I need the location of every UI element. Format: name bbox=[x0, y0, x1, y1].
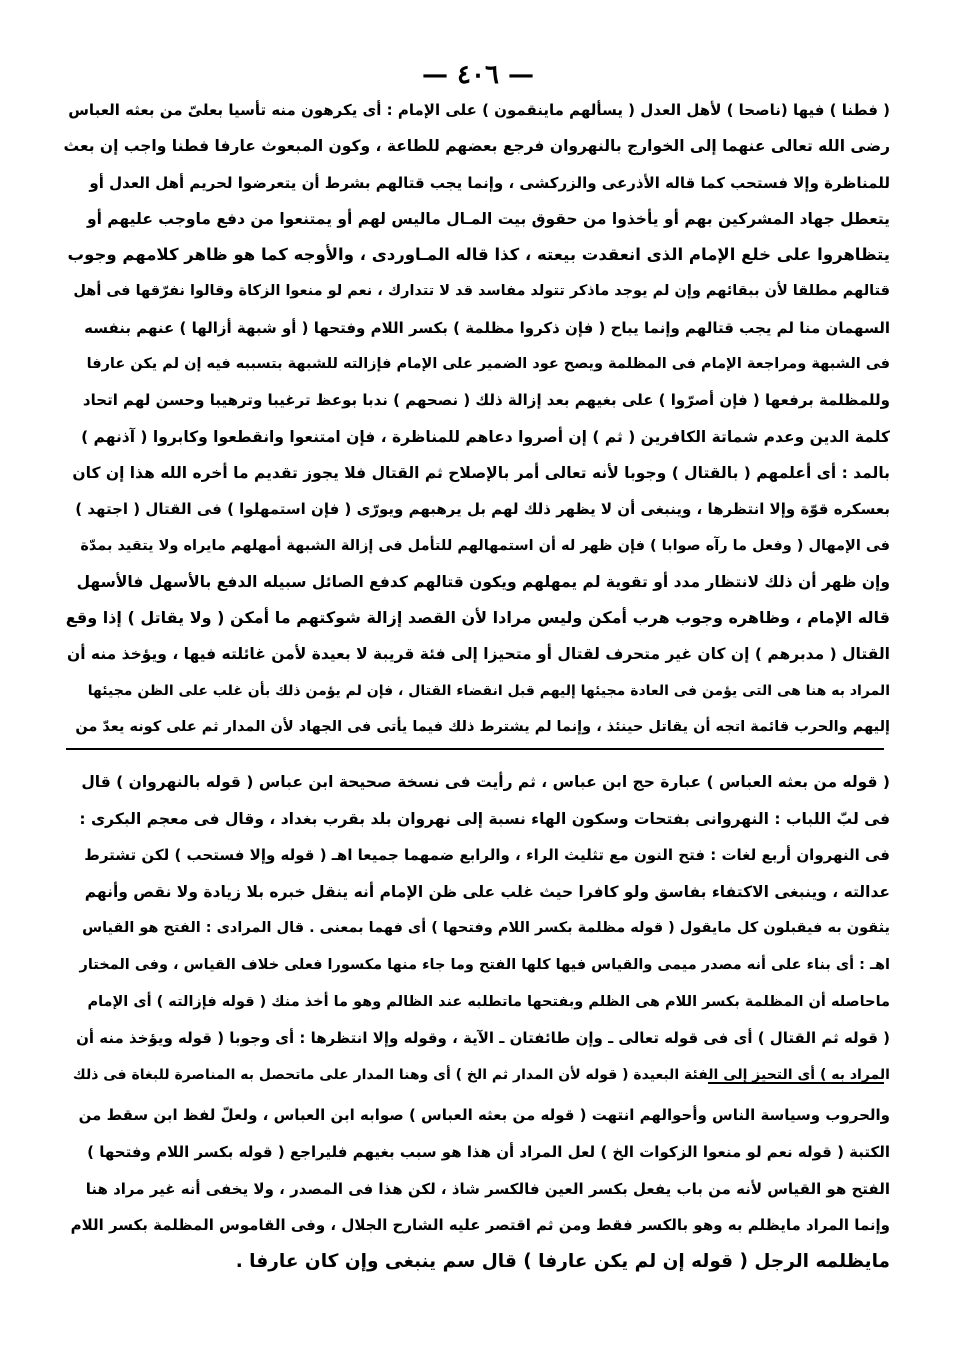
commentary-line: الفتح هو القياس لأنه من باب يفعل بكسر العين فالكسر شاذ ، لكن هذا فى المصدر ، ولا يخفى أنه غير مراد هنا bbox=[85, 1179, 890, 1198]
commentary-line: عدالته ، وينبغى الاكتفاء بفاسق ولو كافرا حيث غلب على ظن الإمام أنه ينقل خبره بلا زيادة ولا نقص وأنهم bbox=[84, 882, 890, 901]
commentary-line: فى النهروان أربع لغات : فتح النون مع تثليث الراء ، والرابع ضمهما جميعا اهـ ( قوله وإلا فستحب ) لكن تشترط bbox=[84, 846, 890, 865]
main-text-line: كلمة الدين وعدم شماتة الكافرين ( ثم ) إن أصروا دعاهم للمناظرة ، فإن امتنعوا وانقطعوا وكابروا ( آذنهم ) bbox=[81, 427, 890, 446]
commentary-line: وإنما المراد مايظلم به وهو بالكسر فقط ومن ثم اقتصر عليه الشارح الجلال ، وفى القاموس المظلمة بكسر اللام bbox=[70, 1216, 890, 1235]
main-text-line: يتظاهروا على خلع الإمام الذى انعقدت بيعته ، كذا قاله المـاوردى ، والأوجه كما هو ظاهر كلامهم وجوب bbox=[67, 245, 890, 265]
main-text-line: ( فطنا ) فيها (ناصحا ) لأهل العدل ( يسألهم ماينقمون ) على الإمام : أى يكرهون منه تأسيا بعلىّ من بعثه العباس bbox=[68, 101, 890, 119]
main-text-line: بعسكره قوّة وإلا انتظرها ، وينبغى أن لا يظهر ذلك لهم بل يرهبهم ويورّى ( فإن استمهلوا ) فى القتال ( اجتهد ) bbox=[75, 500, 890, 519]
commentary-line: مايظلمه الرجل ( قوله إن لم يكن عارفا ) قال سم ينبغى وإن كان عارفا . bbox=[235, 1251, 890, 1273]
main-text-line: وإن ظهر أن ذلك لانتظار مدد أو تقوية لم يمهلهم ويكون قتالهم كدفع الصائل سبيله الدفع بالأسهل فالأسهل bbox=[76, 572, 890, 591]
main-text-line: قتالهم مطلقا لأن ببقائهم وإن لم يوجد ماذكر تتولد مفاسد قد لا تتدارك ، نعم لو منعوا الزكاة وقالوا نفرّقها فى أهل bbox=[73, 283, 890, 300]
commentary-line: ( قوله ثم القتال ) أى فى قوله تعالى ـ وإن طائفتان ـ الآية ، وقوله وإلا انتظرها : أى وجوبا ( قوله ويؤخذ منه أن bbox=[76, 1029, 890, 1048]
commentary-line: يثقون به فيقبلون كل مايقول ( قوله مظلمة بكسر اللام وفتحها ) أى فهما بمعنى . قال المرادى : الفتح هو القياس bbox=[82, 920, 890, 937]
main-text-line: وللمظلمة برفعها ( فإن أصرّوا ) على بغيهم بعد إزالة ذلك ( نصحهم ) ندبا بوعظ ترغيبا وترهيبا وحسن لهم اتحاد bbox=[82, 391, 890, 410]
commentary-line: ماحاصله أن المظلمة بكسر اللام هى الظلم وبفتحها ماتطلبه عند الظالم وهو ما أخذ منك ( قوله فإزالته ) أى الإمام bbox=[87, 993, 890, 1010]
main-text-line: بالمد : أى أعلمهم ( بالقتال ) وجوبا لأنه تعالى أمر بالإصلاح ثم القتال فلا يجوز تقديم ما أخره الله هذا إن كان bbox=[72, 463, 890, 482]
main-text-line: السهمان منا لم يجب قتالهم وإنما يباح ( فإن ذكروا مظلمة ) بكسر اللام وفتحها ( أو شبهة أزالها ) عنهم بنفسه bbox=[84, 318, 890, 337]
footnote-divider bbox=[66, 748, 884, 750]
main-text-line: يتعطل جهاد المشركين بهم أو يأخذوا من حقوق بيت المـال ماليس لهم أو يمتنعوا من دفع ماوجب عليهم أو bbox=[86, 209, 890, 228]
commentary-line: المراد به ) أى التحيز إلى الفئة البعيدة ( قوله لأن المدار ثم الخ ) أى وهنا المدار على ماتحصل به المناصرة للبغاة فى ذلك bbox=[72, 1066, 890, 1083]
commentary-first bbox=[64, 764, 890, 1093]
page-number: — ٤٠٦ — bbox=[421, 60, 535, 90]
main-text-line: فى الشبهة ومراجعة الإمام فى المظلمة ويصح عود الضمير على الإمام فإزالته للشبهة بتسببه فيه إن لم يكن عارفا bbox=[86, 356, 890, 373]
commentary-line: اهـ : أى بناء على أنه مصدر ميمى والقياس فيها كلها الفتح وما جاء منها مكسورا فعلى خلاف القياس ، وفى المختار bbox=[79, 956, 890, 973]
main-text-line: للمناظرة وإلا فستحب كما قاله الأذرعى والزركشى ، وإنما يجب قتالهم بشرط أن يتعرضوا لحريم أهل العدل أو bbox=[89, 173, 890, 192]
commentary-second bbox=[64, 1097, 890, 1281]
main-text-line: القتال ( مدبرهم ) إن كان غير متحرف لقتال أو متحيزا إلى فئة قريبة لا بعيدة لأمن غائلته فيها ، ويؤخذ منه أن bbox=[66, 645, 890, 664]
commentary-line: ( قوله من بعثه العباس ) عبارة حج ابن عباس ، ثم رأيت فى نسخة صحيحة ابن عباس ( قوله بالنهروان ) قال bbox=[81, 773, 890, 791]
main-text-line: المراد به هنا هى التى يؤمن فى العادة مجيئها إليهم قبل انقضاء القتال ، فإن لم يؤمن ذلك بأن غلب على الظن مجيئها bbox=[87, 682, 890, 699]
main-text-line: فى الإمهال ( وفعل ما رآه صوابا ) فإن ظهر له أن استمهالهم للتأمل فى إزالة الشبهة أمهلهم مايراه ولا يتقيد بمدّة bbox=[80, 537, 890, 554]
main-text-line: إليهم والحرب قائمة اتجه أن يقاتل حينئذ ، وإنما لم يشترط ذلك فيما يأتى فى الجهاد لأن المدار ثم على كونه يعدّ من bbox=[75, 719, 890, 736]
commentary-line: الكتبة ( قوله نعم لو منعوا الزكوات الخ ) لعل المراد أن هذا هو سبب بغيهم فليراجع ( قوله بكسر اللام وفتحها ) bbox=[87, 1142, 890, 1161]
commentary-line: فى لبّ اللباب : النهروانى بفتحات وسكون الهاء نسبة إلى نهروان بلد بقرب بغداد ، وقال فى معجم البكرى : bbox=[79, 809, 890, 828]
main-text bbox=[64, 92, 890, 745]
main-text-line: قاله الإمام ، وظاهره وجوب هرب أمكن وليس مرادا لأن القصد إزالة شوكتهم ما أمكن ( ولا يقاتل ) إذا وقع bbox=[65, 608, 890, 628]
commentary-line: والحروب وسياسة الناس وأحوالهم انتهت ( قوله من بعثه العباس ) صوابه ابن العباس ، ولعلّ لفظ ابن سقط من bbox=[78, 1106, 890, 1124]
secondary-divider bbox=[708, 1082, 884, 1084]
main-text-line: رضى الله تعالى عنهما إلى الخوارج بالنهروان فرجع بعضهم للطاعة ، وكون المبعوث عارفا فطنا واجب إن بعث bbox=[64, 137, 890, 156]
